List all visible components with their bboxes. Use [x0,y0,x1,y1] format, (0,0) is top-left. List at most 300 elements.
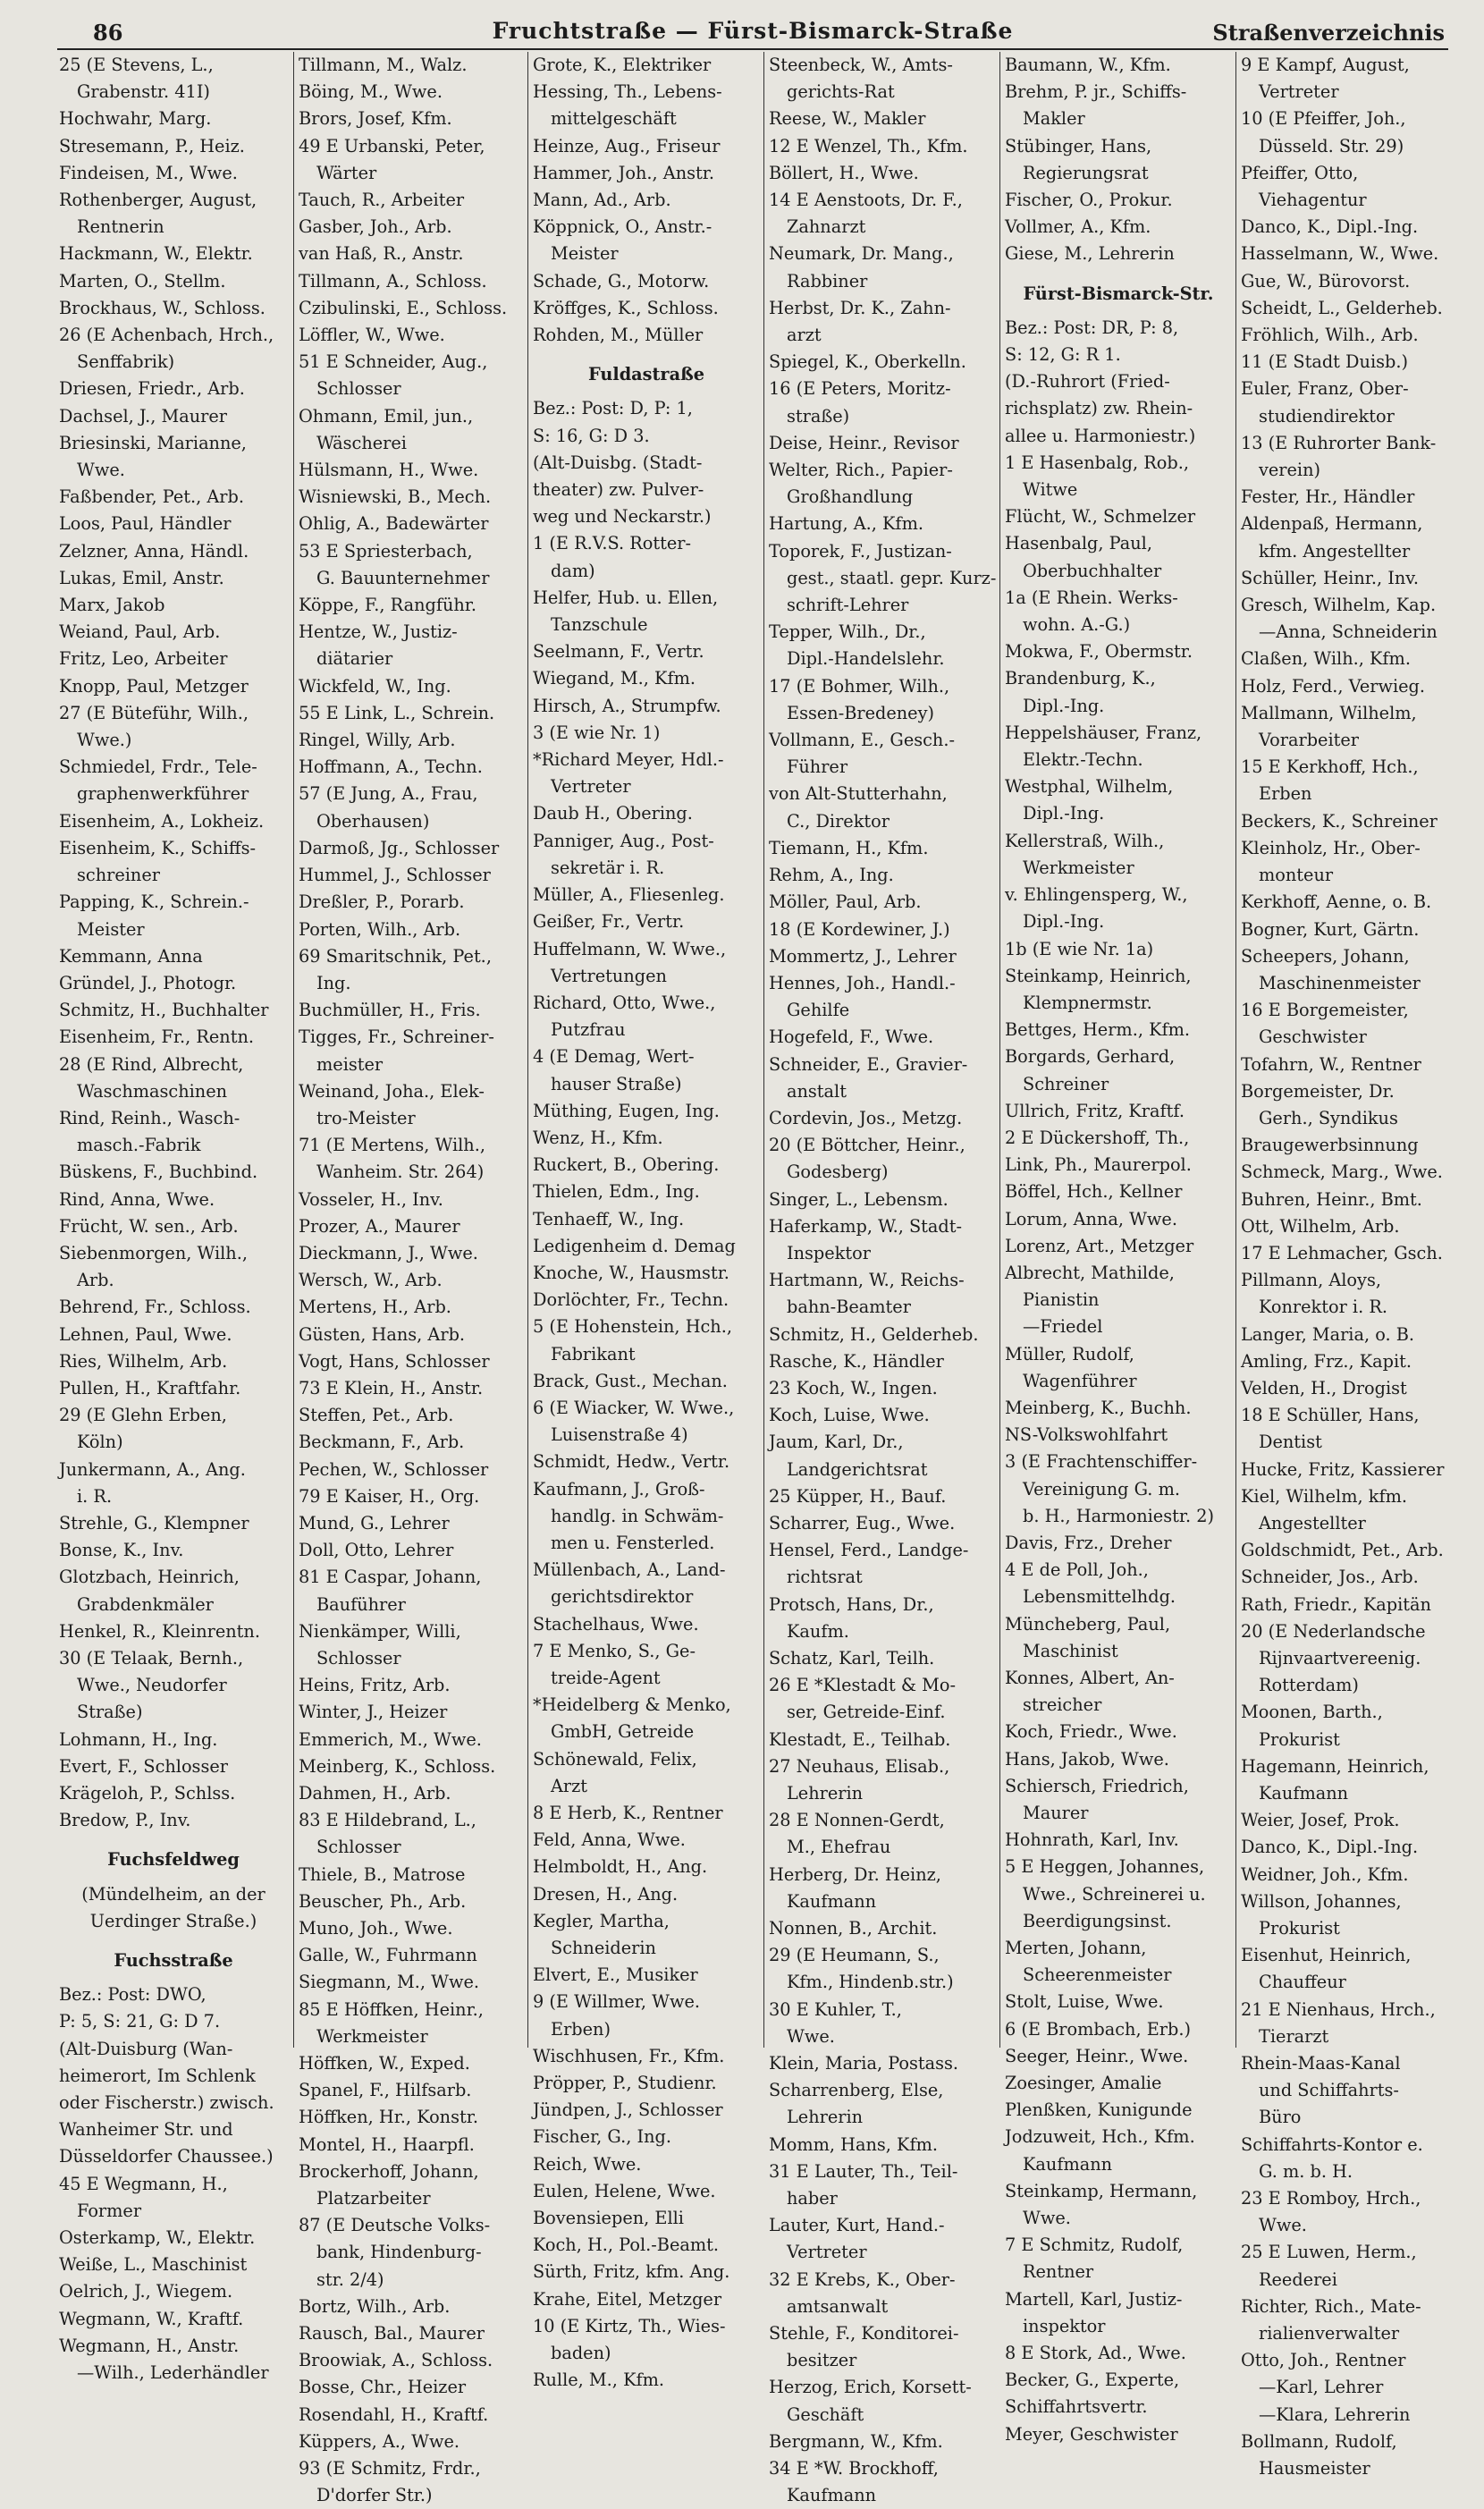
directory-entry-line: Kerkhoff, Aenne, o. B. [1241,891,1432,913]
directory-entry-line: Ohmann, Emil, jun., [299,405,474,427]
directory-entry-line: Vosseler, H., Inv. [299,1188,443,1210]
directory-entry-line: Panniger, Aug., Post- [533,830,714,851]
directory-entry-line: Siebenmorgen, Wilh., [59,1242,248,1263]
directory-entry-line: Köln) [77,1432,123,1453]
page-header [57,13,1448,50]
directory-entry-line: Platzarbeiter [316,2188,431,2209]
directory-entry-line: Höffken, W., Exped. [299,2053,470,2074]
directory-entry-line: Lorenz, Art., Metzger [1005,1235,1194,1256]
directory-entry-line: Werkmeister [316,2025,428,2047]
directory-entry-line: Weiße, L., Maschinist [59,2254,248,2276]
directory-entry-line: Darmoß, Jg., Schlosser [299,837,500,858]
directory-entry-line: Bovensiepen, Elli [533,2208,684,2229]
directory-entry-line: Stachelhaus, Wwe. [533,1613,699,1635]
directory-entry-line: Kaufm. [787,1620,849,1642]
directory-entry-line: Ringel, Willy, Arb. [299,730,456,751]
column-divider [999,52,1000,2048]
directory-entry-line: Hensel, Ferd., Landge- [769,1540,969,1561]
directory-entry-line: 23 Koch, W., Ingen. [769,1377,938,1398]
directory-entry-line: i. R. [77,1485,113,1507]
directory-entry-line: 8 E Stork, Ad., Wwe. [1005,2343,1186,2364]
directory-entry-line: Steinkamp, Heinrich, [1005,965,1192,986]
directory-entry-line: Dreßler, P., Porarb. [299,891,465,913]
directory-entry-line: Hartung, A., Kfm. [769,513,923,535]
directory-entry-line: Reich, Wwe. [533,2153,642,2175]
directory-entry-line: Prokurist [1259,1918,1340,1939]
directory-entry-line: Pröpper, P., Studienr. [533,2073,717,2094]
directory-entry-line: 1 E Hasenbalg, Rob., [1005,452,1189,473]
directory-entry-line: Seelmann, F., Vertr. [533,641,704,663]
directory-entry-line: Ruckert, B., Obering. [533,1154,720,1176]
directory-entry-line: Oberhausen) [316,810,430,832]
directory-entry-line: Momm, Hans, Kfm. [769,2133,939,2155]
directory-entry-line: Klempnermstr. [1023,992,1152,1013]
directory-entry-line: Makler [1023,108,1085,130]
directory-entry-line: Beuscher, Ph., Arb. [299,1890,467,1912]
directory-entry-line: Dipl.-Handelslehr. [787,648,945,670]
directory-entry-line: Kellerstraß, Wilh., [1005,830,1165,851]
directory-entry-line: 71 (E Mertens, Wilh., [299,1135,485,1156]
directory-entry-line: Löffler, W., Wwe. [299,325,445,346]
directory-entry-line: Hartmann, W., Reichs- [769,1270,965,1291]
directory-entry-line: 3 (E Frachtenschiffer- [1005,1451,1198,1473]
directory-entry-line: Hennes, Joh., Handl.- [769,972,956,993]
directory-entry-line: Mund, G., Lehrer [299,1512,450,1533]
directory-entry-line: Grabenstr. 41I) [77,81,210,103]
directory-entry-line: Bez.: Post: DR, P: 8, [1005,317,1179,338]
directory-entry-line: 25 Küpper, H., Bauf. [769,1485,947,1507]
directory-entry-line: meister [316,1053,384,1075]
directory-entry-line: Maurer [1023,1803,1089,1823]
directory-entry-line: ser, Getreide-Einf. [787,1702,946,1723]
directory-entry-line: Claßen, Wilh., Kfm. [1241,648,1411,670]
directory-entry-line: Aldenpaß, Hermann, [1241,513,1423,535]
directory-entry-line: Faßbender, Pet., Arb. [59,486,244,508]
directory-entry-line: Vertreter [551,776,631,798]
directory-entry-line: Mertens, H., Arb. [299,1297,451,1318]
directory-entry-line: Schönewald, Felix, [533,1748,697,1770]
directory-entry-line: Scheepers, Johann, [1241,945,1410,967]
directory-entry-line: Braugewerbsinnung [1241,1135,1419,1156]
directory-entry-line: 51 E Schneider, Aug., [299,351,488,373]
directory-entry-line: Herberg, Dr. Heinz, [769,1863,941,1885]
directory-entry-line: Steinkamp, Hermann, [1005,2180,1198,2201]
directory-entry-line: 5 (E Hohenstein, Hch., [533,1316,732,1338]
directory-entry-line: Wäscherei [316,432,407,453]
directory-entry-line: Muno, Joh., Wwe. [299,1918,453,1939]
directory-entry-line: Czibulinski, E., Schloss. [299,297,508,318]
directory-entry-line: Büro [1259,2107,1302,2128]
directory-entry-line: Böllert, H., Wwe. [769,162,919,183]
directory-entry-line: Wanheim. Str. 264) [316,1162,485,1183]
directory-entry-line: (Mündelheim, an der [81,1883,266,1905]
directory-entry-line: Straße) [77,1702,143,1723]
directory-entry-line: Rohden, M., Müller [533,325,704,346]
directory-entry-line: (Alt-Duisbg. (Stadt- [533,452,703,473]
directory-entry-line: men u. Fensterled. [551,1532,715,1553]
directory-entry-line: Montel, H., Haarpfl. [299,2133,475,2155]
directory-entry-line: 3 (E wie Nr. 1) [533,722,661,743]
directory-entry-line: Tanzschule [551,614,648,636]
directory-entry-line: Schatz, Karl, Teilh. [769,1647,935,1668]
directory-entry-line: Ries, Wilhelm, Arb. [59,1350,228,1372]
column-5 [1005,52,1232,2445]
directory-entry-line: Link, Ph., Maurerpol. [1005,1154,1192,1176]
directory-entry-line: Vertretungen [551,965,667,986]
directory-entry-line: Ohlig, A., Badewärter [299,513,489,535]
directory-entry-line: Findeisen, M., Wwe. [59,162,238,183]
directory-entry-line: *Heidelberg & Menko, [533,1694,731,1716]
directory-entry-line: Deise, Heinr., Revisor [769,432,959,453]
directory-entry-line: 27 Neuhaus, Elisab., [769,1755,950,1777]
directory-entry-line: Siegmann, M., Wwe. [299,1972,479,1993]
directory-entry-line: Tillmann, M., Walz. [299,55,468,75]
street-heading: Fuchsfeldweg [107,1849,240,1871]
directory-entry-line: 55 E Link, L., Schrein. [299,702,495,723]
directory-entry-line: hauser Straße) [551,1073,682,1094]
directory-entry-line: Weier, Josef, Prok. [1241,1810,1400,1831]
directory-entry-line: Fester, Hr., Händler [1241,486,1415,508]
directory-entry-line: Jündpen, J., Schlosser [533,2099,723,2121]
directory-entry-line: Steenbeck, W., Amts- [769,55,953,75]
directory-entry-line: Vorarbeiter [1259,730,1359,751]
directory-entry-line: Landgerichtsrat [787,1458,928,1480]
directory-entry-line: 49 E Urbanski, Peter, [299,135,485,156]
directory-entry-line: Rausch, Bal., Maurer [299,2323,485,2344]
directory-entry-line: Stübinger, Hans, [1005,135,1152,156]
directory-entry-line: dam) [551,560,595,581]
directory-entry-line: Martell, Karl, Justiz- [1005,2288,1183,2310]
directory-entry-line: baden) [551,2343,611,2364]
directory-entry-line: Meister [551,243,619,265]
directory-entry-line: Scharrer, Eug., Wwe. [769,1512,956,1533]
directory-entry-line: 2 E Dückershoff, Th., [1005,1127,1190,1148]
directory-entry-line: Schreiner [1023,1073,1109,1094]
directory-entry-line: Hülsmann, H., Wwe. [299,460,479,481]
directory-entry-line: 93 (E Schmitz, Frdr., [299,2458,481,2479]
directory-entry-line: Scheerenmeister [1023,1964,1172,1986]
column-1 [59,52,288,2384]
directory-entry-line: Lehnen, Paul, Wwe. [59,1323,232,1345]
directory-entry-line: Neumark, Dr. Mang., [769,243,954,265]
directory-entry-line: Krägeloh, P., Schlss. [59,1783,236,1804]
directory-entry-line: Ullrich, Fritz, Kraftf. [1005,1100,1185,1121]
directory-entry-line: Rosendahl, H., Kraftf. [299,2403,489,2425]
directory-entry-line: 4 E de Poll, Joh., [1005,1559,1149,1581]
column-3 [533,52,760,2391]
directory-entry-line: 9 E Kampf, August, [1241,55,1410,75]
directory-entry-line: Pullen, H., Kraftfahr. [59,1377,241,1398]
directory-entry-line: Knopp, Paul, Metzger [59,675,249,697]
directory-entry-line: Hessing, Th., Lebens- [533,81,722,103]
directory-entry-line: Geschäft [787,2403,864,2425]
directory-entry-line: Pfeiffer, Otto, [1241,162,1359,183]
directory-entry-line: Wegmann, W., Kraftf. [59,2308,244,2329]
directory-entry-line: Becker, G., Experte, [1005,2370,1180,2391]
directory-entry-line: Moonen, Barth., [1241,1702,1383,1723]
directory-entry-line: Wanheimer Str. und [59,2119,233,2141]
directory-entry-line: arzt [787,325,822,346]
directory-entry-line: Feld, Anna, Wwe. [533,1829,686,1851]
directory-entry-line: Hans, Jakob, Wwe. [1005,1748,1169,1770]
directory-entry-line: 13 (E Ruhrorter Bank- [1241,432,1437,453]
directory-entry-line: Lebensmittelhdg. [1023,1586,1176,1608]
directory-entry-line: bank, Hindenburg- [316,2242,482,2263]
directory-entry-line: Richter, Rich., Mate- [1241,2295,1421,2317]
directory-entry-line: Eisenheim, K., Schiffs- [59,837,256,858]
directory-entry-line: Klein, Maria, Postass. [769,2053,959,2074]
directory-entry-line: Jaum, Karl, Dr., [769,1432,904,1453]
directory-entry-line: Koch, Luise, Wwe. [769,1405,930,1426]
directory-entry-line: Schlosser [316,1837,401,1858]
directory-entry-line: Marx, Jakob [59,595,165,616]
directory-entry-line: Merten, Johann, [1005,1938,1147,1959]
directory-entry-line: Eisenheim, A., Lokheiz. [59,810,265,832]
directory-entry-line: 31 E Lauter, Th., Teil- [769,2160,958,2182]
directory-entry-line: Goldschmidt, Pet., Arb. [1241,1540,1444,1561]
directory-entry-line: studiendirektor [1259,405,1395,427]
directory-entry-line: Frücht, W. sen., Arb. [59,1215,239,1237]
directory-entry-line: Ing. [316,972,351,993]
directory-entry-line: besitzer [787,2350,857,2371]
directory-entry-line: Kaufmann, J., Groß- [533,1478,705,1499]
directory-entry-line: Hogefeld, F., Wwe. [769,1026,934,1048]
directory-entry-line: —Klara, Lehrerin [1259,2403,1411,2425]
directory-entry-line: G. m. b. H. [1259,2160,1353,2182]
directory-entry-line: Emmerich, M., Wwe. [299,1728,482,1750]
directory-entry-line: 69 Smaritschnik, Pet., [299,945,492,967]
directory-entry-line: richtsrat [787,1567,863,1588]
directory-entry-line: Schüller, Heinr., Inv. [1241,567,1420,588]
directory-entry-line: Dipl.-Ing. [1023,911,1105,933]
directory-entry-line: gerichtsdirektor [551,1586,694,1608]
directory-entry-line: 16 E Borgemeister, [1241,1000,1409,1021]
directory-entry-line: Rhein-Maas-Kanal [1241,2053,1401,2074]
directory-entry-line: Hausmeister [1259,2458,1370,2479]
directory-entry-line: Tenhaeff, W., Ing. [533,1208,685,1229]
directory-entry-line: Hirsch, A., Strumpfw. [533,695,721,716]
directory-entry-line: Henkel, R., Kleinrentn. [59,1620,260,1642]
directory-entry-line: Arzt [551,1775,588,1796]
directory-entry-line: 34 E *W. Brockhoff, [769,2458,939,2479]
directory-entry-line: Bettges, Herm., Kfm. [1005,1019,1191,1041]
directory-entry-line: Erben) [551,2018,611,2040]
directory-entry-line: Dentist [1259,1432,1322,1453]
directory-entry-line: *Richard Meyer, Hdl.- [533,749,724,771]
directory-entry-line: Mann, Ad., Arb. [533,190,671,211]
directory-entry-line: Höffken, Hr., Konstr. [299,2107,478,2128]
directory-entry-line: rialienverwalter [1259,2323,1400,2344]
directory-entry-line: 8 E Herb, K., Rentner [533,1803,723,1823]
directory-entry-line: 4 (E Demag, Wert- [533,1046,695,1068]
directory-entry-line: Buhren, Heinr., Bmt. [1241,1188,1422,1210]
directory-entry-line: Inspektor [787,1242,871,1263]
section-title: Straßenverzeichnis [1212,20,1445,46]
directory-entry-line: Herzog, Erich, Korsett- [769,2377,972,2398]
directory-entry-line: Wischhusen, Fr., Kfm. [533,2045,725,2066]
directory-entry-line: Plenßken, Kunigunde [1005,2099,1193,2121]
directory-entry-line: (D.-Ruhrort (Fried- [1005,371,1170,393]
directory-entry-line: Gresch, Wilhelm, Kap. [1241,595,1437,616]
directory-entry-line: Lehrerin [787,1783,864,1804]
directory-entry-line: Mokwa, F., Obermstr. [1005,641,1193,663]
directory-entry-line: Buchmüller, H., Fris. [299,1000,481,1021]
directory-entry-line: 1 (E R.V.S. Rotter- [533,533,691,554]
directory-entry-line: Rijnvaartvereenig. [1259,1647,1421,1668]
directory-entry-line: Hucke, Fritz, Kassierer [1241,1458,1445,1480]
directory-entry-line: Brack, Gust., Mechan. [533,1370,728,1391]
directory-entry-line: Wwe. [787,2025,835,2047]
directory-entry-line: 45 E Wegmann, H., [59,2173,228,2194]
directory-entry-line: Gerh., Syndikus [1259,1107,1398,1128]
directory-entry-line: Huffelmann, W. Wwe., [533,938,727,959]
directory-entry-line: 29 (E Glehn Erben, [59,1405,227,1426]
directory-entry-line: Rothenberger, August, [59,190,257,211]
directory-entry-line: Strehle, G., Klempner [59,1512,249,1533]
directory-entry-line: Nonnen, B., Archit. [769,1918,938,1939]
directory-entry-line: Zoesinger, Amalie [1005,2073,1162,2094]
directory-entry-line: Prozer, A., Maurer [299,1215,460,1237]
directory-entry-line: Wwe. [1023,2208,1071,2229]
directory-entry-line: Grote, K., Elektriker [533,55,712,75]
directory-entry-line: Eisenhut, Heinrich, [1241,1945,1412,1966]
directory-entry-line: Ott, Wilhelm, Arb. [1241,1215,1400,1237]
directory-entry-line: handlg. in Schwäm- [551,1505,724,1526]
directory-entry-line: Zelzner, Anna, Händl. [59,540,249,562]
directory-entry-line: Rind, Reinh., Wasch- [59,1107,240,1128]
directory-entry-line: Oelrich, J., Wiegem. [59,2281,233,2302]
directory-entry-line: Waschmaschinen [77,1080,228,1102]
directory-entry-line: Welter, Rich., Papier- [769,460,953,481]
directory-entry-line: 57 (E Jung, A., Frau, [299,783,478,805]
directory-entry-line: Driesen, Friedr., Arb. [59,378,245,400]
directory-entry-line: Wersch, W., Arb. [299,1270,443,1291]
directory-entry-line: 27 (E Büteführ, Wilh., [59,702,249,723]
directory-entry-line: 30 (E Telaak, Bernh., [59,1647,244,1668]
column-divider [1235,52,1236,2048]
directory-entry-line: Bosse, Chr., Heizer [299,2377,467,2398]
directory-entry-line: 18 (E Kordewiner, J.) [769,918,950,940]
directory-entry-line: Zahnarzt [787,216,866,238]
directory-entry-line: Wiegand, M., Kfm. [533,668,696,689]
directory-entry-line: Nienkämper, Willi, [299,1620,461,1642]
directory-entry-line: Reese, W., Makler [769,108,926,130]
directory-entry-line: Sürth, Fritz, kfm. Ang. [533,2261,730,2283]
directory-entry-line: Schmiedel, Frdr., Tele- [59,756,257,778]
directory-entry-line: Fischer, O., Prokur. [1005,190,1173,211]
directory-entry-line: Stehle, F., Konditorei- [769,2323,959,2344]
street-heading: Fuldastraße [588,364,704,385]
directory-entry-line: Langer, Maria, o. B. [1241,1323,1415,1345]
directory-entry-line: Schlosser [316,1647,401,1668]
directory-entry-line: Glotzbach, Heinrich, [59,1567,240,1588]
directory-entry-line: Wisniewski, B., Mech. [299,486,492,508]
directory-entry-line: Geschwister [1259,1026,1367,1048]
directory-entry-line: Kiel, Wilhelm, kfm. [1241,1485,1407,1507]
directory-entry-line: 26 E *Klestadt & Mo- [769,1675,957,1696]
directory-entry-line: Möller, Paul, Arb. [769,891,922,913]
directory-entry-line: Eulen, Helene, Wwe. [533,2180,716,2201]
directory-entry-line: Galle, W., Fuhrmann [299,1945,477,1966]
directory-entry-line: Kleinholz, Hr., Ober- [1241,837,1421,858]
directory-entry-line: GmbH, Getreide [551,1721,695,1743]
directory-entry-line: van Haß, R., Anstr. [299,243,464,265]
directory-entry-line: Cordevin, Jos., Metzg. [769,1107,963,1128]
directory-entry-line: Wagenführer [1023,1370,1137,1391]
directory-entry-line: Koch, H., Pol.-Beamt. [533,2234,720,2256]
directory-entry-line: M., Ehefrau [787,1837,891,1858]
directory-entry-line: Steffen, Pet., Arb. [299,1405,454,1426]
directory-entry-line: Weiand, Paul, Arb. [59,621,221,643]
directory-entry-line: Konnes, Albert, An- [1005,1667,1175,1688]
directory-entry-line: Dipl.-Ing. [1023,803,1105,824]
directory-entry-line: Lukas, Emil, Anstr. [59,567,224,588]
directory-entry-line: Rath, Friedr., Kapitän [1241,1593,1431,1615]
directory-entry-line: (Alt-Duisburg (Wan- [59,2038,233,2059]
directory-entry-line: Büskens, F., Buchbind. [59,1162,258,1183]
directory-entry-line: Meinberg, K., Buchh. [1005,1397,1192,1418]
directory-entry-line: Bredow, P., Inv. [59,1810,191,1831]
directory-entry-line: theater) zw. Pulver- [533,479,704,501]
directory-entry-line: Rentnerin [77,216,164,238]
directory-entry-line: Tepper, Wilh., Dr., [769,621,926,643]
directory-entry-line: Fischer, G., Ing. [533,2126,672,2148]
directory-entry-line: Führer [787,756,848,778]
directory-entry-line: Borgemeister, Dr. [1241,1080,1395,1102]
directory-entry-line: Konrektor i. R. [1259,1297,1387,1318]
directory-entry-line: Jodzuweit, Hch., Kfm. [1005,2126,1195,2148]
directory-entry-line: Hochwahr, Marg. [59,108,212,130]
directory-entry-line: Beckers, K., Schreiner [1241,810,1438,832]
directory-entry-line: Behrend, Fr., Schloss. [59,1297,251,1318]
directory-entry-line: Protsch, Hans, Dr., [769,1593,934,1615]
directory-entry-line: Vollmann, E., Gesch.- [769,730,955,751]
directory-entry-line: Witwe [1023,479,1078,501]
directory-entry-line: —Anna, Schneiderin [1259,621,1438,643]
directory-entry-line: v. Ehlingensperg, W., [1005,884,1188,906]
directory-entry-line: 5 E Heggen, Johannes, [1005,1856,1205,1878]
directory-entry-line: Brockerhoff, Johann, [299,2160,479,2182]
directory-entry-line: 12 E Wenzel, Th., Kfm. [769,135,968,156]
directory-entry-line: Rotterdam) [1259,1675,1359,1696]
directory-entry-line: 21 E Nienhaus, Hrch., [1241,1998,1436,2020]
column-divider [763,52,764,2048]
directory-entry-line: Knoche, W., Hausmstr. [533,1262,729,1283]
directory-entry-line: Wegmann, H., Anstr. [59,2335,240,2356]
directory-entry-line: 11 (E Stadt Duisb.) [1241,351,1408,373]
directory-entry-line: Vertreter [787,2242,867,2263]
directory-entry-line: Kaufmann [787,1890,877,1912]
directory-entry-line: Kemmann, Anna [59,945,203,967]
directory-entry-line: tro-Meister [316,1107,416,1128]
directory-entry-line: Wickfeld, W., Ing. [299,675,451,697]
directory-entry-line: G. Bauunternehmer [316,567,490,588]
directory-entry-line: Loos, Paul, Händler [59,513,232,535]
directory-entry-line: Wwe., Schreinerei u. [1023,1883,1206,1905]
directory-entry-line: Kaufmann [1023,2153,1113,2175]
directory-entry-line: Mallmann, Wilhelm, [1241,702,1417,723]
directory-entry-line: Oberbuchhalter [1023,560,1162,581]
directory-entry-line: Düsseld. Str. 29) [1259,135,1404,156]
directory-entry-line: Doll, Otto, Lehrer [299,1540,454,1561]
directory-entry-line: monteur [1259,865,1334,886]
directory-entry-line: Hammer, Joh., Anstr. [533,162,714,183]
column-4 [769,52,997,2506]
directory-entry-line: Velden, H., Drogist [1241,1377,1407,1398]
directory-entry-line: kfm. Angestellter [1259,540,1411,562]
directory-entry-line: 20 (E Böttcher, Heinr., [769,1135,965,1156]
directory-entry-line: Winter, J., Heizer [299,1702,448,1723]
